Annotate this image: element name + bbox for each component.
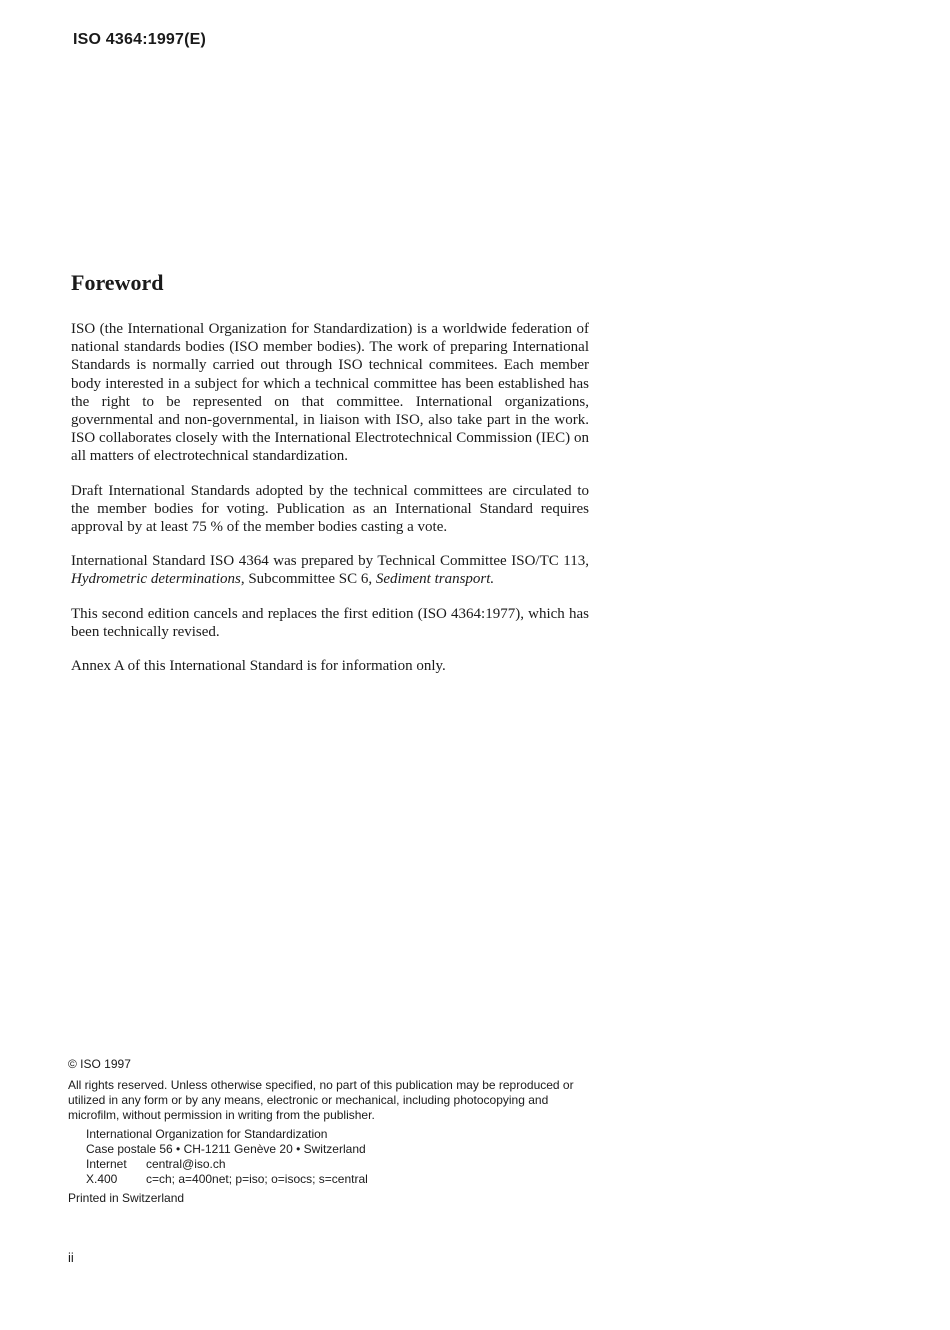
foreword-paragraph-3 xyxy=(71,552,589,588)
x400-label: X.400 xyxy=(86,1172,118,1186)
printed-in: Printed in Switzerland xyxy=(68,1191,185,1205)
publisher-x400 xyxy=(86,1172,590,1187)
copyright-block xyxy=(68,1057,590,1206)
publisher-address xyxy=(68,1127,590,1187)
rights-notice: All rights reserved. Unless otherwise specified, no part of this publication may be reproduced or utilized in any form or by any means, electronic or mechanical, including photocopying and microfilm, without permission in writing from the publisher. xyxy=(68,1078,574,1122)
internet-label: Internet xyxy=(86,1157,127,1171)
document-id-header: ISO 4364:1997(E) xyxy=(73,31,207,48)
p3-committee-title: Hydrometric determinations xyxy=(71,571,241,588)
p3-text-a: International Standard ISO 4364 was prepared by Technical Committee ISO/TC 113, xyxy=(71,553,589,570)
p3-subcommittee-title: Sediment transport. xyxy=(375,571,495,588)
foreword-paragraph-2: Draft International Standards adopted by the technical committees are circulated to the member bodies for voting. Publication as an International Standard requires approval by at least 75 % of the member bodies casting a vote. xyxy=(71,482,589,536)
foreword-paragraph-1: ISO (the International Organization for Standardization) is a worldwide federation of national standards bodies (ISO member bodies). The work of preparing International Standards is normally carried out through ISO technical commitees. Each member body interested in a subject for which a technical committee has been established has the right to be represented on that committee. International organizations, governmental and non-governmental, in liaison with ISO, also take part in the work. ISO collaborates closely with the International Electrotechnical Commission (IEC) on all matters of electrotechnical standardization. xyxy=(71,321,589,465)
copyright-line: © ISO 1997 xyxy=(68,1057,131,1071)
p3-text-c: , Subcommittee SC 6, xyxy=(240,571,376,588)
x400-value: c=ch; a=400net; p=iso; o=isocs; s=central xyxy=(146,1172,368,1186)
foreword-paragraph-5: Annex A of this International Standard is for information only. xyxy=(71,658,446,675)
foreword-paragraph-4: This second edition cancels and replaces the first edition (ISO 4364:1977), which has been technically revised. xyxy=(71,605,589,640)
page-number: ii xyxy=(68,1250,74,1265)
publisher-postal: Case postale 56 • CH-1211 Genève 20 • Switzerland xyxy=(86,1142,366,1156)
publisher-org: International Organization for Standardization xyxy=(86,1127,328,1141)
foreword-heading: Foreword xyxy=(71,270,164,295)
publisher-internet xyxy=(86,1157,590,1172)
foreword-body xyxy=(71,320,589,691)
internet-value: central@iso.ch xyxy=(146,1157,226,1171)
